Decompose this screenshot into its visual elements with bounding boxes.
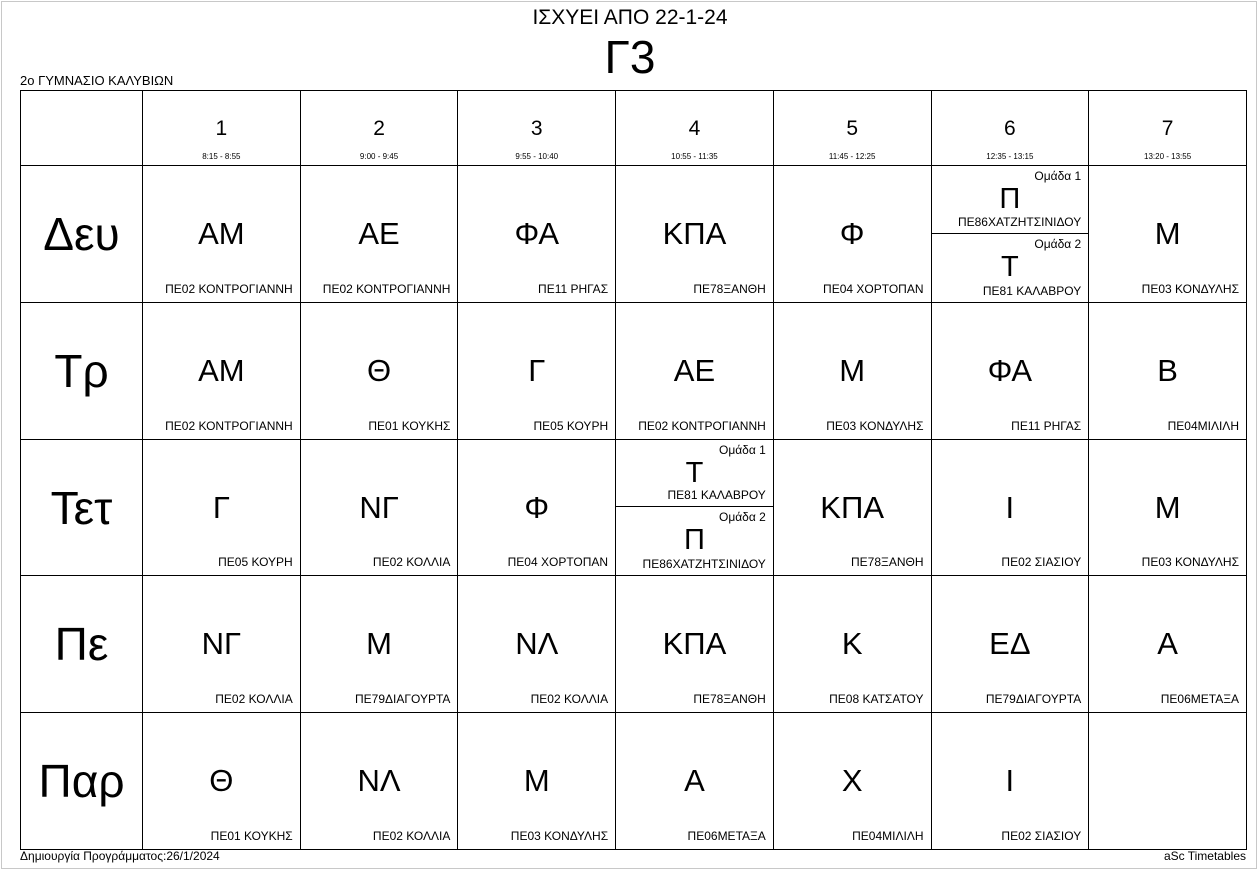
day-cell (21, 713, 143, 850)
period-header-cell (1089, 91, 1247, 166)
timetable-grid (20, 90, 1247, 850)
lesson-teacher: ΠΕ05 ΚΟΥΡΗ (533, 418, 609, 433)
lesson-teacher: ΠΕ81 ΚΑΛΑΒΡΟΥ (667, 488, 766, 503)
lesson-cell (1089, 302, 1247, 439)
lesson-cell-split (931, 166, 1089, 303)
lesson-cell (143, 439, 301, 576)
lesson-cell (300, 439, 458, 576)
lesson-subject: Ι (1005, 763, 1015, 799)
period-time: 9:00 - 9:45 (359, 152, 399, 161)
lesson-cell (143, 713, 301, 850)
day-row (21, 439, 1247, 576)
lesson-subject: Μ (366, 626, 392, 662)
lesson-teacher: ΠΕ01 ΚΟΥΚΗΣ (368, 418, 451, 433)
lesson-subject: Κ (841, 626, 863, 662)
lesson-teacher: ΠΕ02 ΚΟΝΤΡΟΓΙΑΝΝΗ (165, 418, 293, 433)
period-number: 1 (215, 117, 228, 140)
lesson-teacher: ΠΕ81 ΚΑΛΑΒΡΟΥ (982, 283, 1082, 298)
period-number: 6 (1004, 117, 1016, 140)
lesson-subject: Θ (366, 352, 392, 388)
lesson-teacher: ΠΕ02 ΣΙΑΣΙΟΥ (1001, 828, 1082, 843)
creation-date: Δημιουργία Προγράμματος:26/1/2024 (20, 849, 220, 863)
lesson-cell (458, 713, 616, 850)
lesson-subject: ΑΜ (198, 352, 245, 388)
day-name: Παρ (38, 755, 125, 808)
lesson-teacher: ΠΕ78ΞΑΝΘΗ (851, 555, 924, 570)
group-lesson (932, 234, 1089, 302)
empty-cell (1089, 713, 1247, 850)
period-time: 12:35 - 13:15 (986, 152, 1034, 161)
lesson-cell (931, 576, 1089, 713)
lesson-subject: Α (684, 763, 705, 799)
lesson-subject: ΚΠΑ (662, 216, 727, 251)
lesson-teacher: ΠΕ03 ΚΟΝΔΥΛΗΣ (1141, 555, 1239, 570)
lesson-subject: Μ (839, 352, 866, 388)
lesson-subject: ΕΔ (989, 626, 1031, 662)
lesson-cell (458, 166, 616, 303)
lesson-teacher: ΠΕ04ΜΙΛΙΛΗ (1167, 418, 1239, 433)
period-header-cell (616, 91, 774, 166)
period-number: 5 (846, 117, 858, 140)
lesson-cell (458, 576, 616, 713)
lesson-teacher: ΠΕ79ΔΙΑΓΟΥΡΤΑ (355, 692, 451, 707)
lesson-subject: Γ (212, 489, 230, 525)
lesson-subject: ΚΠΑ (662, 626, 727, 662)
lesson-subject: ΑΜ (198, 216, 245, 251)
lesson-teacher: ΠΕ02 ΚΟΛΛΙΑ (530, 692, 609, 707)
lesson-teacher: ΠΕ11 ΡΗΓΑΣ (1011, 418, 1082, 433)
day-row (21, 166, 1247, 303)
lesson-subject: Τ (1001, 250, 1019, 283)
lesson-teacher: ΠΕ08 ΚΑΤΣΑΤΟΥ (829, 692, 924, 707)
lesson-teacher: ΠΕ02 ΚΟΛΛΙΑ (372, 555, 451, 570)
lesson-subject: Μ (1154, 489, 1181, 525)
lesson-subject: Γ (528, 352, 546, 388)
lesson-cell (616, 576, 774, 713)
period-time: 10:55 - 11:35 (671, 152, 718, 161)
lesson-subject: ΝΓ (359, 489, 399, 525)
period-time: 11:45 - 12:25 (828, 152, 876, 161)
period-time: 8:15 - 8:55 (202, 152, 241, 161)
lesson-subject: Ι (1005, 489, 1015, 525)
day-cell (21, 166, 143, 303)
day-row (21, 713, 1247, 850)
group-lesson (932, 166, 1089, 234)
day-cell (21, 576, 143, 713)
lesson-subject: ΝΛ (357, 763, 401, 799)
lesson-cell (773, 166, 931, 303)
period-number: 7 (1161, 117, 1174, 140)
period-time: 9:55 - 10:40 (515, 152, 559, 161)
corner-cell (21, 91, 143, 166)
lesson-cell (616, 713, 774, 850)
period-number: 2 (373, 117, 385, 140)
valid-from-date: ΙΣΧΥΕΙ ΑΠΟ 22-1-24 (532, 6, 728, 29)
lesson-subject: Α (1157, 626, 1178, 662)
lesson-cell (300, 576, 458, 713)
lesson-cell (143, 166, 301, 303)
period-header-cell (773, 91, 931, 166)
lesson-cell (931, 713, 1089, 850)
lesson-cell (773, 713, 931, 850)
lesson-subject: Τ (685, 456, 704, 489)
footer-brand: aSc Timetables (1163, 849, 1246, 863)
lesson-subject: ΑΕ (358, 216, 400, 251)
lesson-teacher: ΠΕ86ΧΑΤΖΗΤΣΙΝΙΔΟΥ (642, 557, 766, 572)
day-name: Δευ (43, 208, 120, 260)
lesson-teacher: ΠΕ02 ΚΟΝΤΡΟΓΙΑΝΝΗ (638, 418, 766, 433)
lesson-teacher: ΠΕ04 ΧΟΡΤΟΠΑΝ (507, 555, 609, 570)
period-header-cell (931, 91, 1089, 166)
day-name: Πε (54, 618, 109, 671)
group-lesson (616, 507, 773, 575)
period-header-cell (143, 91, 301, 166)
lesson-teacher: ΠΕ03 ΚΟΝΔΥΛΗΣ (1141, 281, 1239, 296)
lesson-subject: Θ (209, 763, 234, 799)
lesson-subject: Μ (1154, 216, 1181, 251)
lesson-teacher: ΠΕ01 ΚΟΥΚΗΣ (210, 828, 293, 843)
period-time: 13:20 - 13:55 (1144, 152, 1192, 161)
lesson-cell (143, 302, 301, 439)
group-label: Ομάδα 2 (719, 510, 766, 525)
period-number: 4 (688, 117, 701, 140)
lesson-subject: ΝΛ (515, 626, 559, 662)
group-label: Ομάδα 1 (719, 442, 766, 457)
lesson-teacher: ΠΕ02 ΚΟΛΛΙΑ (372, 828, 451, 843)
lesson-cell (143, 576, 301, 713)
lesson-teacher: ΠΕ11 ΡΗΓΑΣ (538, 281, 609, 296)
class-title: Γ3 (604, 31, 656, 83)
lesson-teacher: ΠΕ02 ΚΟΝΤΡΟΓΙΑΝΝΗ (322, 281, 451, 296)
lesson-subject: Π (683, 524, 705, 557)
lesson-teacher: ΠΕ02 ΚΟΛΛΙΑ (215, 692, 293, 707)
group-lesson (616, 440, 773, 508)
day-cell (21, 302, 143, 439)
lesson-teacher: ΠΕ78ΞΑΝΘΗ (693, 281, 766, 296)
lesson-teacher: ΠΕ06ΜΕΤΑΞΑ (1160, 692, 1239, 707)
period-header-row (21, 91, 1247, 166)
lesson-teacher: ΠΕ02 ΣΙΑΣΙΟΥ (1001, 555, 1082, 570)
lesson-cell (773, 576, 931, 713)
lesson-teacher: ΠΕ03 ΚΟΝΔΥΛΗΣ (510, 828, 609, 843)
lesson-cell (931, 302, 1089, 439)
lesson-cell (616, 302, 774, 439)
lesson-teacher: ΠΕ05 ΚΟΥΡΗ (218, 555, 293, 570)
day-name: Τετ (50, 481, 113, 534)
lesson-cell (1089, 439, 1247, 576)
lesson-cell (458, 439, 616, 576)
lesson-subject: Π (999, 183, 1021, 215)
lesson-teacher: ΠΕ03 ΚΟΝΔΥΛΗΣ (826, 418, 924, 433)
lesson-cell (458, 302, 616, 439)
group-label: Ομάδα 1 (1034, 169, 1082, 183)
lesson-teacher: ΠΕ04ΜΙΛΙΛΗ (852, 828, 924, 843)
lesson-cell (773, 439, 931, 576)
lesson-subject: Φ (839, 216, 865, 251)
period-number: 3 (530, 117, 543, 140)
lesson-cell (616, 166, 774, 303)
lesson-cell (1089, 576, 1247, 713)
lesson-teacher: ΠΕ04 ΧΟΡΤΟΠΑΝ (823, 281, 924, 296)
lesson-teacher: ΠΕ79ΔΙΑΓΟΥΡΤΑ (985, 692, 1082, 707)
lesson-cell-split (616, 439, 774, 576)
lesson-subject: ΝΓ (201, 626, 242, 662)
lesson-cell (300, 302, 458, 439)
lesson-teacher: ΠΕ86ΧΑΤΖΗΤΣΙΝΙΔΟΥ (957, 214, 1082, 229)
lesson-subject: Β (1157, 352, 1178, 388)
group-label: Ομάδα 2 (1034, 236, 1082, 251)
lesson-teacher: ΠΕ78ΞΑΝΘΗ (693, 692, 766, 707)
period-header-cell (458, 91, 616, 166)
lesson-subject: ΚΠΑ (820, 489, 885, 525)
day-name: Τρ (54, 344, 109, 397)
period-header-cell (300, 91, 458, 166)
lesson-cell (931, 439, 1089, 576)
lesson-teacher: ΠΕ06ΜΕΤΑΞΑ (687, 828, 766, 843)
lesson-subject: Μ (523, 763, 550, 799)
lesson-cell (300, 166, 458, 303)
lesson-cell (300, 713, 458, 850)
lesson-subject: Χ (841, 763, 863, 799)
day-row (21, 576, 1247, 713)
lesson-subject: ΑΕ (673, 352, 716, 388)
day-row (21, 302, 1247, 439)
lesson-subject: Φ (524, 489, 550, 525)
lesson-subject: ΦΑ (514, 216, 560, 251)
lesson-cell (1089, 166, 1247, 303)
lesson-teacher: ΠΕ02 ΚΟΝΤΡΟΓΙΑΝΝΗ (165, 281, 293, 296)
lesson-cell (773, 302, 931, 439)
day-cell (21, 439, 143, 576)
school-name: 2ο ΓΥΜΝΑΣΙΟ ΚΑΛΥΒΙΩΝ (20, 73, 174, 88)
lesson-subject: ΦΑ (987, 352, 1033, 388)
